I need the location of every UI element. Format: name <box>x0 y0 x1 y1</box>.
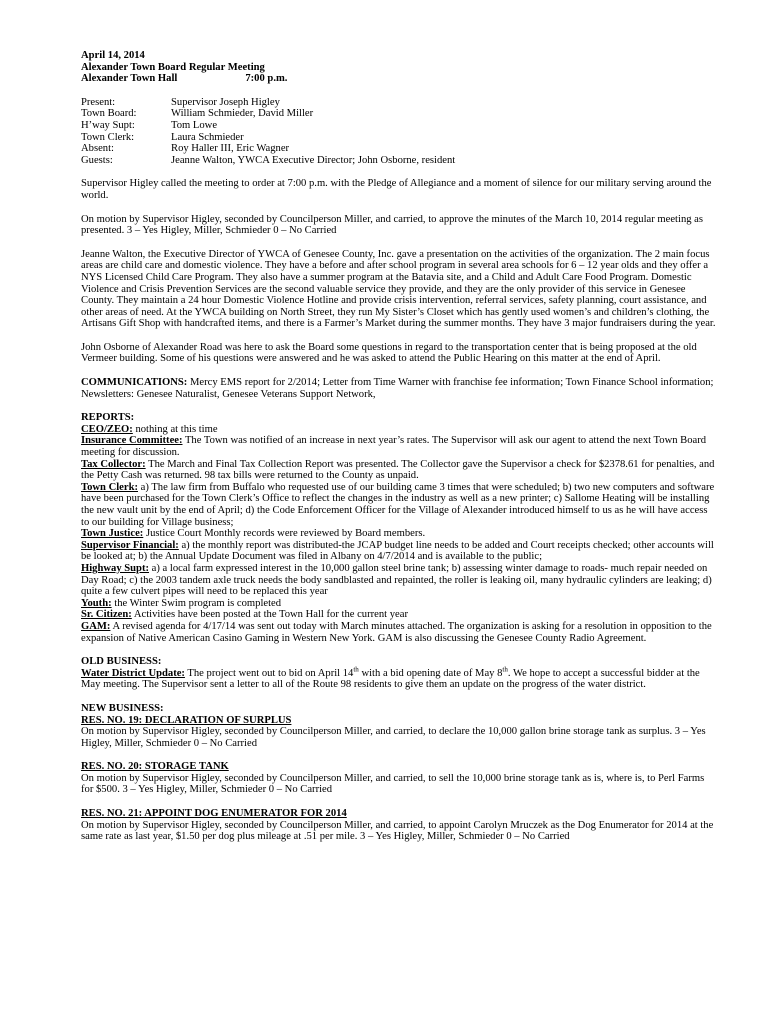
report-text: Justice Court Monthly records were reviewed by Board members. <box>143 528 426 540</box>
meeting-time: 7:00 p.m. <box>245 73 288 85</box>
attendance-row <box>81 120 455 132</box>
report-label: Insurance Committee: <box>81 435 183 447</box>
report-label: Town Clerk: <box>81 481 138 493</box>
ywca-paragraph: Jeanne Walton, the Executive Director of YWCA of Genesee County, Inc. gave a presentation on the activities of the organization. The 2 main focus areas are child care and domestic violence. They have a before and after school program in several area schools for 6 – 12 year olds and they offer a NYS Licensed Child Care Program. They also have a summer program at the Batavia site, and a Child and Adult Care Food Program. Domestic Violence and Crisis Prevention Services are the second valuable service they provide, and they are the only provider of this service in Genesee County. They maintain a 24 hour Domestic Violence Hotline and provide crisis intervention, referral services, safety planning, court assistance, and other areas of need. At the YWCA building on North Street, they run My Sister’s Closet which has gently used women’s and children’s clothing, the Artisans Gift Shop with handcrafted items, and there is a Farmer’s Market during the summer months. They have 3 major fundraisers during the year. <box>81 248 716 330</box>
ordinal-suffix: th <box>353 665 359 674</box>
resolution-text: On motion by Supervisor Higley, seconded by Councilperson Miller, and carried, to declare the 10,000 gallon brine storage tank as surplus. 3 – Yes Higley, Miller, Schmieder 0 – No Carried <box>81 726 706 749</box>
report-item <box>81 563 717 598</box>
water-district-text: . We hope to accept a successful bidder at the May meeting. The Supervisor sent a letter to all of the Route 98 residents to give them an update on the progress of the water district. <box>81 667 700 691</box>
report-item <box>81 621 717 644</box>
resolution <box>81 808 717 843</box>
communications-text: Mercy EMS report for 2/2014; Letter from Time Warner with franchise fee information; Town Finance School information; Newsletters: Genesee Naturalist, Genesee Veterans Support Network, <box>81 377 714 400</box>
report-label: Town Justice: <box>81 528 144 540</box>
report-text: a) a local farm expressed interest in the 10,000 gallon steel brine tank; b) assessing winter damage to roads- much repair needed on Day Road; c) the 2003 tandem axle truck needs the body sandblasted and repainted, the roller is leaking oil, many hydraulic cylinders are leaking; d) quite a few culvert pipes will need to be replaced this year <box>81 562 712 598</box>
attendance-row <box>81 108 455 120</box>
attendance-names: Jeanne Walton, YWCA Executive Director; John Osborne, resident <box>171 154 456 166</box>
attendance-row <box>81 155 455 167</box>
report-text: Activities have been posted at the Town Hall for the current year <box>131 609 408 621</box>
meeting-date: April 14, 2014 <box>81 50 145 61</box>
osborne-paragraph: John Osborne of Alexander Road was here to ask the Board some questions in regard to the transportation center that is being proposed at the old Vermeer building. Some of his questions were answered and he was asked to attend the Public Hearing on this matter at the end of April. <box>81 341 697 365</box>
report-item <box>81 435 717 458</box>
old-business-section <box>81 656 717 691</box>
attendance-role: Guests: <box>81 154 113 166</box>
attendance-row <box>81 143 455 155</box>
attendance-role: H’way Supt: <box>81 119 135 131</box>
communications-label: COMMUNICATIONS: <box>81 377 188 389</box>
report-item <box>81 482 717 528</box>
report-label: Youth: <box>81 597 112 609</box>
report-label: Supervisor Financial: <box>81 539 179 551</box>
water-district-paragraph <box>81 665 717 691</box>
ordinal-suffix: th <box>502 665 508 674</box>
resolution-title: RES. NO. 20: STORAGE TANK <box>81 761 229 773</box>
document-page <box>81 50 717 843</box>
call-to-order-paragraph: Supervisor Higley called the meeting to order at 7:00 p.m. with the Pledge of Allegiance and a moment of silence for our military serving around the world. <box>81 178 712 201</box>
attendance-role: Absent: <box>81 143 114 155</box>
water-district-label: Water District Update: <box>81 667 185 679</box>
report-item <box>81 459 717 482</box>
meeting-title: Alexander Town Board Regular Meeting <box>81 61 265 73</box>
attendance-list <box>81 97 455 167</box>
attendance-role: Town Board: <box>81 108 137 120</box>
report-label: GAM: <box>81 620 111 632</box>
minutes-motion-paragraph: On motion by Supervisor Higley, seconded by Councilperson Miller, and carried, to approve the minutes of the March 10, 2014 regular meeting as presented. 3 – Yes Higley, Miller, Schmieder 0 – No Carried <box>81 213 704 237</box>
meeting-header <box>81 50 717 85</box>
report-text: nothing at this time <box>132 423 218 435</box>
resolution-title: RES. NO. 21: APPOINT DOG ENUMERATOR FOR 2014 <box>81 808 347 820</box>
report-label: Highway Supt: <box>81 562 149 574</box>
communications-paragraph <box>81 377 717 400</box>
attendance-row <box>81 97 455 109</box>
report-label: Sr. Citizen: <box>81 609 132 621</box>
attendance-row <box>81 132 455 144</box>
report-item <box>81 609 717 621</box>
report-label: Tax Collector: <box>81 458 146 470</box>
water-district-text: with a bid opening date of May 8 <box>358 667 503 679</box>
old-business-heading: OLD BUSINESS: <box>81 656 162 668</box>
attendance-names: Supervisor Joseph Higley <box>171 96 280 108</box>
resolution <box>81 761 717 796</box>
meeting-place-row <box>81 73 717 85</box>
meeting-place: Alexander Town Hall <box>81 73 178 85</box>
report-item <box>81 598 717 610</box>
attendance-names: William Schmieder, David Miller <box>171 108 314 120</box>
report-item <box>81 424 717 436</box>
report-label: CEO/ZEO: <box>81 423 133 435</box>
resolution <box>81 715 717 750</box>
resolution-text: On motion by Supervisor Higley, seconded by Councilperson Miller, and carried, to sell the 10,000 brine storage tank as is, where is, to Perl Farms for $500. 3 – Yes Higley, Miller, Schmieder 0 – No Carried <box>81 772 705 796</box>
report-item <box>81 540 717 563</box>
report-item <box>81 528 717 540</box>
report-text: the Winter Swim program is completed <box>111 597 282 609</box>
report-text: The March and Final Tax Collection Report was presented. The Collector gave the Supervisor a check for $2378.61 for penalties, and the Petty Cash was returned. 98 tax bills were returned to the County as unpaid. <box>81 458 715 482</box>
resolution-title: RES. NO. 19: DECLARATION OF SURPLUS <box>81 714 292 726</box>
report-text: A revised agenda for 4/17/14 was sent out today with March minutes attached. The organization is asking for a resolution in opposition to the expansion of Native American Casino Gaming in Western New York. GAM is also discussing the Genesee County Radio Agreement. <box>81 620 712 644</box>
attendance-role: Town Clerk: <box>81 131 135 143</box>
report-text: a) the monthly report was distributed-the JCAP budget line needs to be added and Court receipts checked; other accounts will be looked at; b) the Annual Update Document was filed in Albany on 4/7/2014 and is available to the public; <box>81 539 714 563</box>
report-text: The Town was notified of an increase in next year’s rates. The Supervisor will ask our agent to attend the next Town Board meeting for discussion. <box>81 435 707 459</box>
reports-heading: REPORTS: <box>81 412 135 424</box>
new-business-section <box>81 703 717 843</box>
report-text: a) The law firm from Buffalo who requested use of our building came 3 times that were scheduled; b) two new computers and software have been purchased for the Town Clerk’s Office to reflect the changes in the industry as well as a new printer; c) Sallome Heating will be installing the new vault unit by the end of April; d) the Code Enforcement Officer for the Village of Alexander introduced himself to us as he will have access to our building for Village business; <box>81 481 715 528</box>
attendance-names: Laura Schmieder <box>171 131 244 143</box>
attendance-names: Tom Lowe <box>171 119 218 131</box>
attendance-role: Present: <box>81 96 116 108</box>
attendance-names: Roy Haller III, Eric Wagner <box>171 143 290 155</box>
resolution-text: On motion by Supervisor Higley, seconded by Councilperson Miller, and carried, to appoint Carolyn Mruczek as the Dog Enumerator for 2014 at the same rate as last year, $1.50 per dog plus mileage at .51 per mile. 3 – Yes Higley, Miller, Schmieder 0 – No Carried <box>81 819 714 843</box>
water-district-text: The project went out to bid on April 14 <box>184 667 354 679</box>
reports-section <box>81 412 717 644</box>
new-business-heading: NEW BUSINESS: <box>81 702 164 714</box>
